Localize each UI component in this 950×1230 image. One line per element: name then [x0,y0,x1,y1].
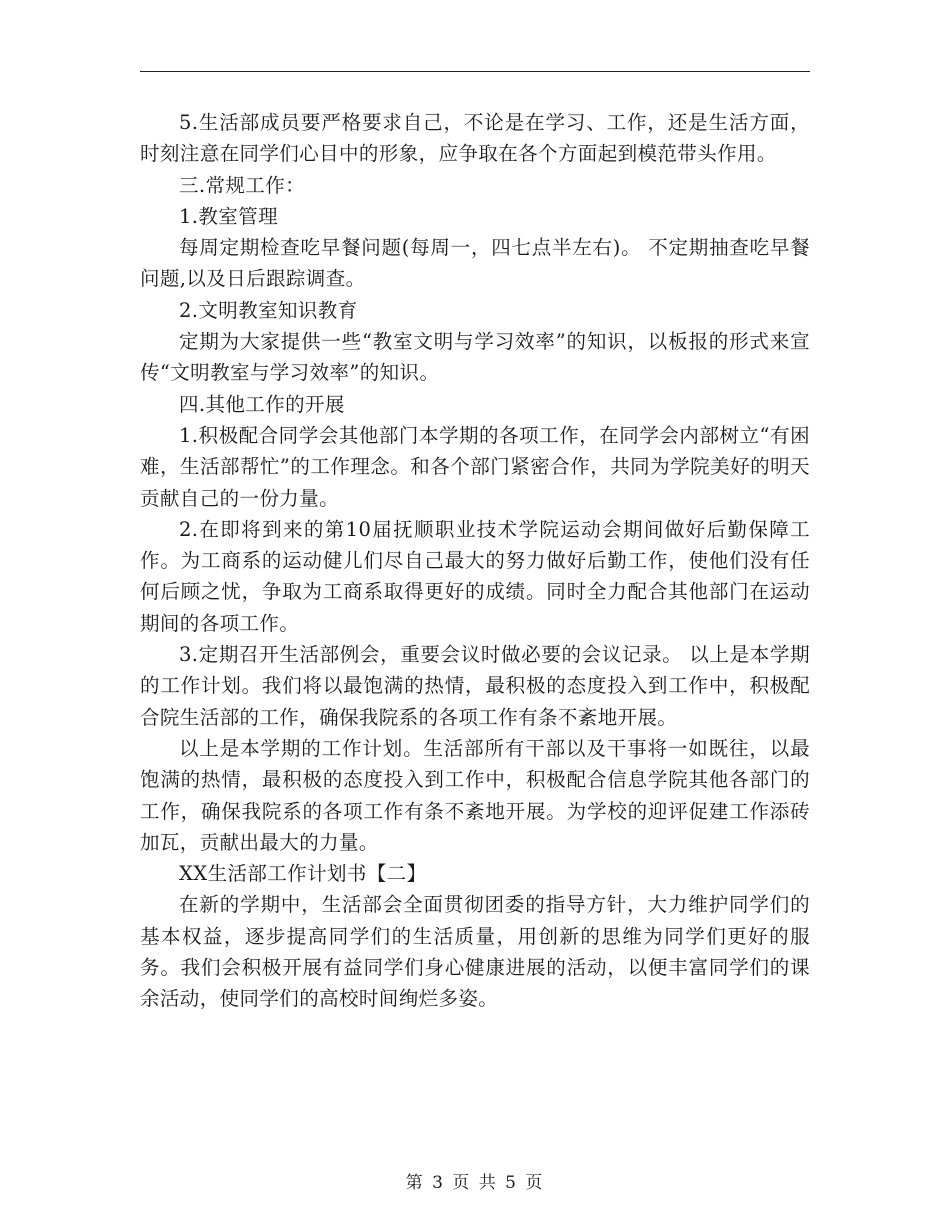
page-number-footer: 第 3 页 共 5 页 [405,1173,545,1193]
subheading-classroom-management: 1.教室管理 [179,204,279,228]
paragraph-breakfast-check: 每周定期检查吃早餐问题(每周一，四七点半左右)。 不定期抽查吃早餐问题,以及日后跟踪调查。 [140,236,810,291]
section-heading-plan-two: XX生活部工作计划书【二】 [179,862,427,886]
header-rule [140,71,810,72]
document-body [140,107,810,1015]
paragraph-new-semester: 在新的学期中，生活部会全面贯彻团委的指导方针，大力维护同学们的基本权益，逐步提高同学们的生活质量，用创新的思维为同学们更好的服务。我们会积极开展有益同学们身心健康进展的活动，以便丰富同学们的课余活动，使同学们的高校时间绚烂多姿。 [140,893,810,1011]
paragraph-summary: 以上是本学期的工作计划。生活部所有干部以及干事将一如既往，以最饱满的热情，最积极的态度投入到工作中，积极配合信息学院其他各部门的工作，确保我院系的各项工作有条不紊地开展。为学校的迎评促建工作添砖加瓦，贡献出最大的力量。 [140,736,810,854]
paragraph-sports-meeting: 2.在即将到来的第10届抚顺职业技术学院运动会期间做好后勤保障工作。为工商系的运动健儿们尽自己最大的努力做好后勤工作，使他们没有任何后顾之忧，争取为工商系取得更好的成绩。同时全力配合其他部门在运动期间的各项工作。 [140,517,810,635]
paragraph-blackboard-publicity: 定期为大家提供一些“教室文明与学习效率”的知识，以板报的形式来宣传“文明教室与学习效率”的知识。 [140,330,810,385]
paragraph-cooperation: 1.积极配合同学会其他部门本学期的各项工作，在同学会内部树立“有困难，生活部帮忙”的工作理念。和各个部门紧密合作，共同为学院美好的明天贡献自己的一份力量。 [140,423,810,510]
section-heading-other-work: 四.其他工作的开展 [179,392,345,416]
subheading-civilized-classroom: 2.文明教室知识教育 [179,298,358,322]
paragraph-regular-meetings: 3.定期召开生活部例会，重要会议时做必要的会议记录。 以上是本学期的工作计划。我们将以最饱满的热情，最积极的态度投入到工作中，积极配合院生活部的工作，确保我院系的各项工作有条不紊地开展。 [140,643,810,729]
section-heading-routine-work: 三.常规工作： [179,173,305,197]
paragraph-item-5: 5.生活部成员要严格要求自己，不论是在学习、工作，还是生活方面，时刻注意在同学们心目中的形象，应争取在各个方面起到模范带头作用。 [140,111,810,166]
